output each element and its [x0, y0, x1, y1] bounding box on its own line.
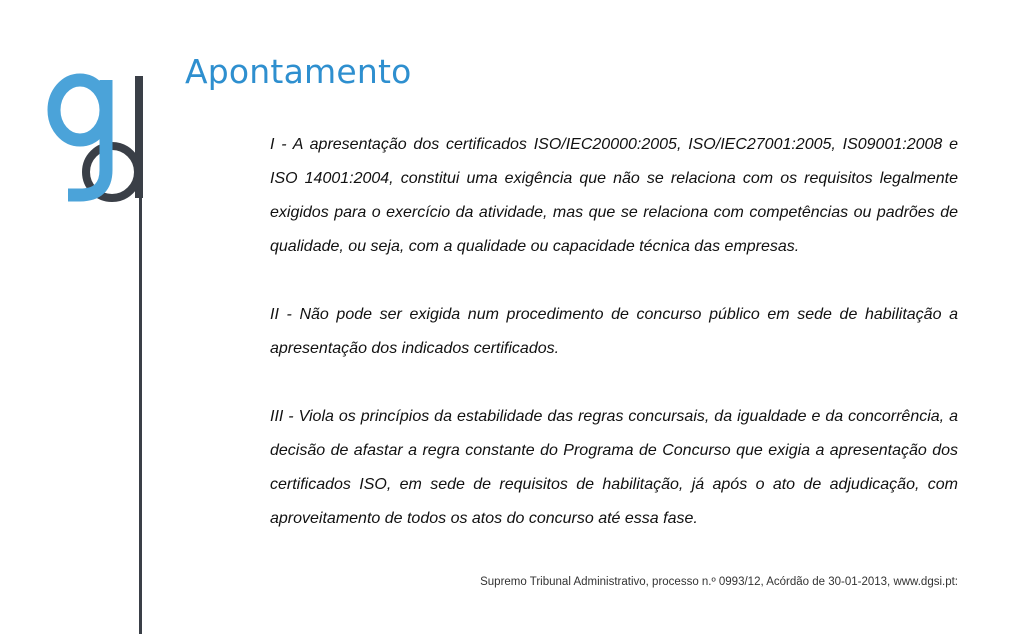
page-title: Apontamento	[185, 52, 412, 91]
note-content	[270, 128, 958, 536]
paragraph-3: III - Viola os princípios da estabilidade das regras concursais, da igualdade e da concorrência, a decisão de afastar a regra constante do Programa de Concurso que exigia a apresentação dos certificados ISO, em sede de requisitos de habilitação, já após o ato de adjudicação, com aproveitamento de todos os atos do concurso até essa fase.	[270, 408, 958, 527]
source-citation: Supremo Tribunal Administrativo, processo n.º 0993/12, Acórdão de 30-01-2013, www.dgsi.pt:	[480, 576, 958, 588]
logo-letter-g	[54, 80, 106, 195]
vertical-divider	[139, 80, 142, 634]
paragraph-2: II - Não pode ser exigida num procedimento de concurso público em sede de habilitação a apresentação dos indicados certificados.	[270, 306, 958, 357]
gb-logo	[40, 60, 150, 220]
paragraph-1: I - A apresentação dos certificados ISO/IEC20000:2005, ISO/IEC27001:2005, IS09001:2008 e ISO 14001:2004, constitui uma exigência que não se relaciona com os requisitos legalmente exigidos para o exercício da atividade, mas que se relaciona com competências ou padrões de qualidade, ou seja, com a qualidade ou capacidade técnica das empresas.	[270, 136, 958, 255]
